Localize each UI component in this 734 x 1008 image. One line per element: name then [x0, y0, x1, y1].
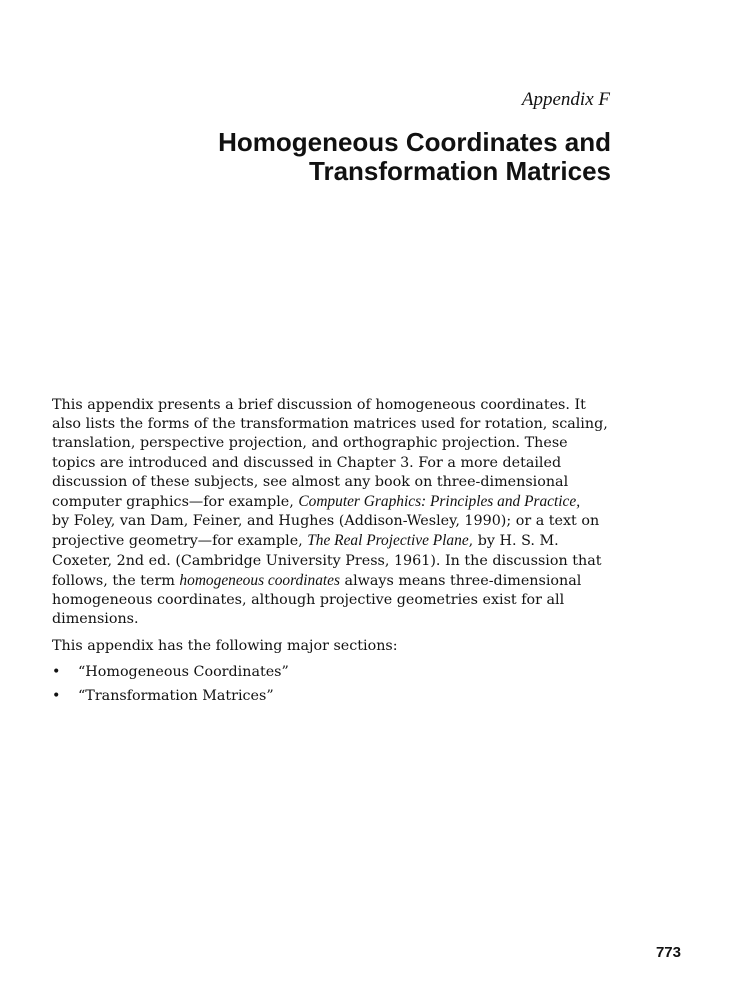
- intro-line: by Foley, van Dam, Feiner, and Hughes (Addison-Wesley, 1990); or a text on: [52, 513, 600, 530]
- chapter-title: [91, 128, 611, 186]
- term-homogeneous-coordinates: homogeneous coordinates: [179, 571, 341, 589]
- section-name: “Transformation Matrices”: [78, 688, 274, 705]
- intro-line: [52, 492, 642, 512]
- sections-lead: This appendix has the following major sections:: [52, 638, 398, 655]
- intro-line: discussion of these subjects, see almost any book on three-dimensional: [52, 473, 569, 490]
- intro-paragraph: [52, 396, 642, 629]
- bullet-icon: •: [52, 663, 61, 680]
- chapter-title-line-2: Transformation Matrices: [309, 156, 611, 186]
- intro-line: also lists the forms of the transformation matrices used for rotation, scaling,: [52, 416, 608, 433]
- intro-line: Coxeter, 2nd ed. (Cambridge University Press, 1961). In the discussion that: [52, 552, 602, 569]
- intro-line: topics are introduced and discussed in Chapter 3. For a more detailed: [52, 454, 562, 471]
- intro-line: [52, 571, 642, 591]
- page-number: 773: [655, 944, 681, 961]
- intro-text: projective geometry—for example,: [52, 533, 308, 550]
- book-title-projective-plane: The Real Projective Plane: [307, 532, 469, 550]
- chapter-title-line-1: Homogeneous Coordinates and: [218, 127, 611, 157]
- body-text: [52, 396, 642, 712]
- intro-line: translation, perspective projection, and orthographic projection. These: [52, 435, 568, 452]
- bullet-icon: •: [52, 688, 61, 705]
- intro-text: , by H. S. M.: [468, 533, 559, 550]
- intro-text: always means three-dimensional: [340, 572, 582, 589]
- intro-line: This appendix presents a brief discussion of homogeneous coordinates. It: [52, 397, 586, 413]
- section-name: “Homogeneous Coordinates”: [78, 663, 289, 680]
- intro-line: dimensions.: [52, 611, 139, 628]
- intro-line: homogeneous coordinates, although projective geometries exist for all: [52, 592, 565, 609]
- intro-text: follows, the term: [52, 572, 180, 589]
- intro-line: [52, 531, 642, 551]
- intro-text: computer graphics—for example,: [52, 494, 299, 511]
- list-item: [52, 687, 642, 706]
- book-title-computer-graphics: Computer Graphics: Principles and Practice,: [298, 493, 581, 511]
- sections-list: [52, 663, 642, 707]
- list-item: [52, 663, 642, 682]
- appendix-label: Appendix F: [521, 89, 610, 110]
